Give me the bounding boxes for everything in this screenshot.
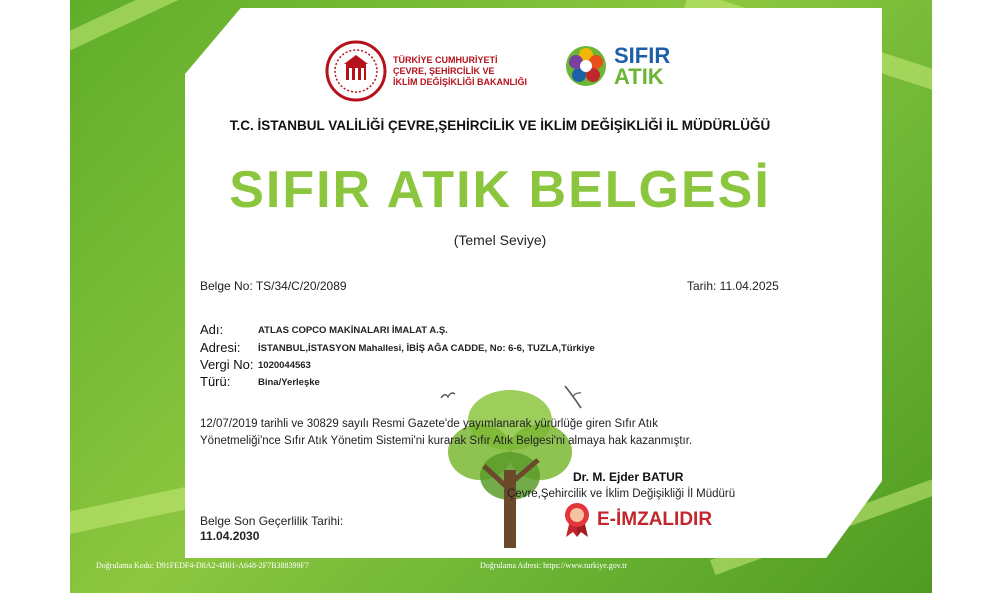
- address-value: İSTANBUL,İSTASYON Mahallesi, İBİŞ AĞA CADDE, No: 6-6, TUZLA,Türkiye: [258, 343, 595, 354]
- sifir-atik-logo: [564, 44, 670, 88]
- address-label: Adresi:: [200, 340, 241, 355]
- e-signature-badge: [563, 502, 712, 538]
- validity-date: 11.04.2030: [200, 529, 260, 543]
- name-value: ATLAS COPCO MAKİNALARI İMALAT A.Ş.: [258, 325, 448, 336]
- rosette-icon: [563, 502, 591, 538]
- statement-line: Yönetmeliği'nce Sıfır Atık Yönetim Sistemi'ni kurarak Sıfır Atık Belgesi'ni almaya hak kazanmıştır.: [200, 435, 693, 447]
- ministry-line: İKLİM DEĞİŞİKLİĞİ BAKANLIĞI: [393, 76, 527, 87]
- ministry-name: [393, 55, 527, 88]
- tax-number-label: Vergi No:: [200, 357, 254, 372]
- type-label: Türü:: [200, 374, 231, 389]
- brand-word-sifir: SIFIR: [614, 43, 671, 68]
- brand-word-atik: ATIK: [614, 64, 664, 89]
- statement-line: 12/07/2019 tarihli ve 30829 sayılı Resmi Gazete'de yayımlanarak yürürlüğe giren Sıfır Atık: [200, 418, 658, 430]
- ministry-line: ÇEVRE, ŞEHİRCİLİK VE: [393, 65, 495, 76]
- signatory-name: Dr. M. Ejder BATUR: [573, 470, 684, 484]
- verification-address: Doğrulama Adresi: https://www.turkiye.gov.tr: [480, 561, 628, 570]
- ministry-seal-icon: [325, 40, 387, 102]
- e-signature-label: E-İMZALIDIR: [597, 509, 713, 530]
- document-number: Belge No: TS/34/C/20/2089: [200, 279, 347, 293]
- directorate-heading: T.C. İSTANBUL VALİLİĞİ ÇEVRE,ŞEHİRCİLİK VE İKLİM DEĞİŞİKLİĞİ İL MÜDÜRLÜĞÜ: [229, 118, 771, 133]
- tax-number-value: 1020044563: [258, 360, 311, 371]
- name-label: Adı:: [200, 322, 224, 337]
- bird-icon: [563, 384, 583, 410]
- validity-label: Belge Son Geçerlilik Tarihi:: [200, 514, 344, 528]
- flower-icon: [564, 44, 608, 88]
- certificate-title: SIFIR ATIK BELGESİ: [229, 161, 771, 219]
- certificate-level: (Temel Seviye): [453, 232, 547, 248]
- document-date: Tarih: 11.04.2025: [687, 279, 779, 293]
- type-value: Bina/Yerleşke: [258, 377, 320, 388]
- verification-code: Doğrulama Kodu: D91FEDF4-D8A2-4B01-A648-2F7B388399F7: [96, 561, 309, 570]
- tree-illustration: [440, 380, 580, 552]
- certificate-statement: [200, 416, 770, 450]
- bird-icon: [440, 390, 456, 402]
- ministry-logo: [325, 40, 527, 102]
- ministry-line: TÜRKİYE CUMHURİYETİ: [393, 54, 498, 65]
- signatory-title: Çevre,Şehircilik ve İklim Değişikliği İl Müdürü: [507, 488, 736, 500]
